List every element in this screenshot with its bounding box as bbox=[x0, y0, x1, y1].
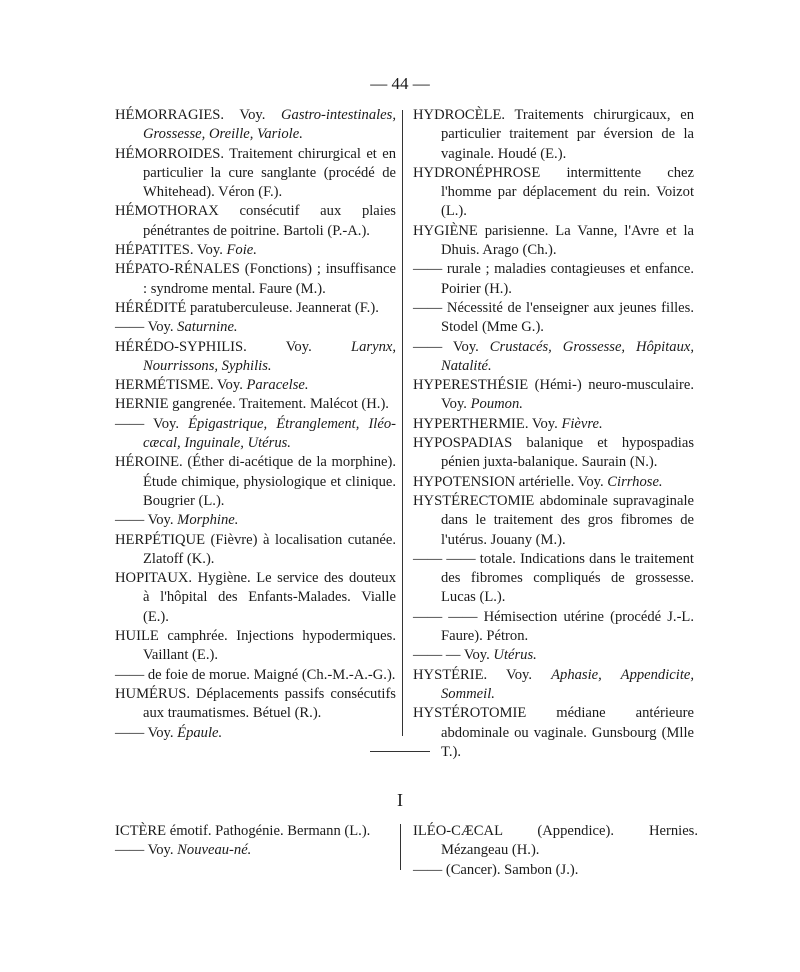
entry-text: —— —— Hémisection utérine (procédé J.-L. Faure). Pétron. bbox=[413, 608, 694, 645]
index-entry bbox=[413, 646, 694, 665]
entry-crossref: Larynx, Nourrissons, Syphilis. bbox=[143, 338, 396, 374]
index-entry bbox=[413, 861, 698, 880]
right-column bbox=[413, 106, 694, 762]
index-entry bbox=[115, 318, 396, 337]
index-entry bbox=[413, 822, 698, 861]
left-column bbox=[115, 106, 396, 743]
index-entry bbox=[115, 822, 375, 841]
index-entry bbox=[413, 106, 694, 164]
entry-text: —— Nécessité de l'enseigner aux jeunes filles. Stodel (Mme G.). bbox=[413, 299, 694, 336]
entry-text: —— de foie de morue. Maigné (Ch.-M.-A.-G.). bbox=[115, 666, 396, 683]
entry-text: HOPITAUX. Hygiène. Le service des douteux à l'hôpital des Enfants-Malades. Vialle (E.). bbox=[115, 570, 396, 625]
index-entry bbox=[115, 202, 396, 241]
entry-text: HYGIÈNE parisienne. La Vanne, l'Avre et la Dhuis. Arago (Ch.). bbox=[413, 222, 694, 259]
entry-crossref: Gastro-intestinales, Grossesse, Oreille, Variole. bbox=[143, 107, 396, 143]
index-entry bbox=[115, 395, 396, 414]
index-entry bbox=[115, 453, 396, 511]
entry-text: HÉPATITES. Voy. bbox=[115, 242, 227, 259]
index-entry bbox=[115, 724, 396, 743]
entry-text: —— Voy. bbox=[115, 842, 178, 859]
entry-crossref: Saturnine. bbox=[177, 319, 238, 336]
index-entry bbox=[115, 531, 396, 570]
index-entry bbox=[413, 666, 694, 705]
entry-text: HYDROCÈLE. Traitements chirurgicaux, en particulier traitement par éversion de la vaginale. Houdé (E.). bbox=[413, 107, 694, 162]
entry-text: HYDRONÉPHROSE intermittente chez l'homme par déplacement du rein. Voizot (L.). bbox=[413, 164, 694, 220]
index-entry bbox=[413, 338, 694, 377]
entry-crossref: Nouveau-né. bbox=[177, 842, 252, 859]
index-entry bbox=[115, 145, 396, 203]
page-number: — 44 — bbox=[370, 74, 430, 93]
entry-text: HERNIE gangrenée. Traitement. Malécot (H.). bbox=[115, 396, 389, 413]
index-entry bbox=[115, 241, 396, 260]
index-entry bbox=[413, 492, 694, 550]
entry-crossref: Épaule. bbox=[177, 724, 223, 741]
entry-crossref: Fièvre. bbox=[561, 415, 603, 432]
entry-text: HUMÉRUS. Déplacements passifs consécutifs aux traumatismes. Bétuel (R.). bbox=[115, 685, 396, 722]
entry-text: HYSTÉRIE. Voy. bbox=[413, 666, 552, 683]
index-entry bbox=[413, 299, 694, 338]
index-entry bbox=[413, 260, 694, 299]
entry-text: —— Voy. bbox=[413, 338, 490, 355]
index-entry bbox=[115, 685, 396, 724]
entry-text: —— —— totale. Indications dans le traitement des fibromes compliqués de grossesse. Lucas (L.). bbox=[413, 550, 694, 606]
column-divider bbox=[402, 110, 403, 736]
index-entry bbox=[115, 376, 396, 395]
index-entry bbox=[413, 704, 694, 762]
index-entry bbox=[115, 627, 396, 666]
entry-text: HERPÉTIQUE (Fièvre) à localisation cutanée. Zlatoff (K.). bbox=[115, 531, 396, 567]
entry-text: HYPOSPADIAS balanique et hypospadias pénien juxta-balanique. Saurain (N.). bbox=[413, 435, 694, 471]
entry-text: HÉMORRAGIES. Voy. bbox=[115, 107, 281, 123]
section-separator bbox=[370, 751, 430, 752]
entry-crossref: Morphine. bbox=[177, 512, 239, 529]
entry-crossref: Aphasie, Appendicite, Sommeil. bbox=[441, 666, 694, 702]
entry-text: HYPOTENSION artérielle. Voy. bbox=[413, 473, 608, 490]
index-entry bbox=[115, 841, 375, 860]
index-entry bbox=[413, 222, 694, 261]
entry-text: HÉMOTHORAX consécutif aux plaies pénétrantes de poitrine. Bartoli (P.-A.). bbox=[115, 203, 396, 239]
entry-text: HYPERTHERMIE. Voy. bbox=[413, 415, 562, 432]
index-entry bbox=[115, 299, 396, 318]
index-entry bbox=[115, 260, 396, 299]
index-entry bbox=[413, 415, 694, 434]
entry-text: HYSTÉRECTOMIE abdominale supravaginale dans le traitement des gros fibromes de l'utérus. Jouany (M.). bbox=[413, 492, 694, 548]
entry-crossref: Épigastrique, Étranglement, Iléo-cæcal, Inguinale, Utérus. bbox=[143, 415, 396, 452]
entry-text: ILÉO-CÆCAL (Appendice). Hernies. Mézangeau (H.). bbox=[413, 823, 698, 859]
entry-text: —— Voy. bbox=[115, 724, 178, 741]
index-entry bbox=[413, 164, 694, 222]
entry-crossref: Poumon. bbox=[470, 396, 523, 413]
index-entry bbox=[413, 434, 694, 473]
index-entry bbox=[115, 666, 396, 685]
entry-text: —— Voy. bbox=[115, 415, 189, 432]
entry-text: HÉPATO-RÉNALES (Fonctions) ; insuffisance : syndrome mental. Faure (M.). bbox=[115, 261, 396, 297]
left-column-section-i bbox=[115, 822, 375, 861]
entry-text: —— Voy. bbox=[115, 319, 178, 336]
entry-crossref: Utérus. bbox=[493, 647, 537, 664]
entry-text: HÉMORROIDES. Traitement chirurgical et en particulier la cure sanglante (procédé de Whitehead). Véron (F.). bbox=[115, 145, 396, 201]
entry-crossref: Foie. bbox=[226, 242, 257, 259]
index-entry bbox=[413, 608, 694, 647]
entry-text: HUILE camphrée. Injections hypodermiques. Vaillant (E.). bbox=[115, 628, 396, 664]
right-column-section-i bbox=[413, 822, 698, 880]
index-entry bbox=[115, 106, 396, 145]
entry-text: HÉRÉDITÉ paratuberculeuse. Jeannerat (F.). bbox=[115, 299, 379, 316]
entry-text: HÉROINE. (Éther di-acétique de la morphine). Étude chimique, physiologique et clinique. Bougrier (L.). bbox=[115, 454, 396, 509]
index-entry bbox=[115, 338, 396, 377]
index-entry bbox=[115, 415, 396, 454]
entry-crossref: Cirrhose. bbox=[607, 473, 663, 490]
entry-crossref: Crustacés, Grossesse, Hôpitaux, Natalité. bbox=[441, 338, 694, 374]
section-letter: I bbox=[397, 790, 403, 810]
entry-text: HERMÉTISME. Voy. bbox=[115, 377, 247, 394]
entry-text: ICTÈRE émotif. Pathogénie. Bermann (L.). bbox=[115, 823, 371, 839]
index-entry bbox=[413, 376, 694, 415]
index-entry bbox=[413, 473, 694, 492]
column-divider-bottom bbox=[400, 824, 401, 870]
index-entry bbox=[115, 569, 396, 627]
entry-text: HYPERESTHÉSIE (Hémi-) neuro-musculaire. Voy. bbox=[413, 377, 694, 413]
index-entry bbox=[115, 511, 396, 530]
entry-text: —— — Voy. bbox=[413, 647, 494, 664]
entry-text: —— Voy. bbox=[115, 512, 178, 529]
entry-text: HÉRÉDO-SYPHILIS. Voy. bbox=[115, 338, 351, 355]
entry-text: —— (Cancer). Sambon (J.). bbox=[413, 861, 579, 878]
entry-text: HYSTÉROTOMIE médiane antérieure abdominale ou vaginale. Gunsbourg (Mlle T.). bbox=[413, 705, 694, 760]
entry-crossref: Paracelse. bbox=[246, 377, 309, 394]
index-entry bbox=[413, 550, 694, 608]
entry-text: —— rurale ; maladies contagieuses et enfance. Poirier (H.). bbox=[413, 261, 694, 297]
